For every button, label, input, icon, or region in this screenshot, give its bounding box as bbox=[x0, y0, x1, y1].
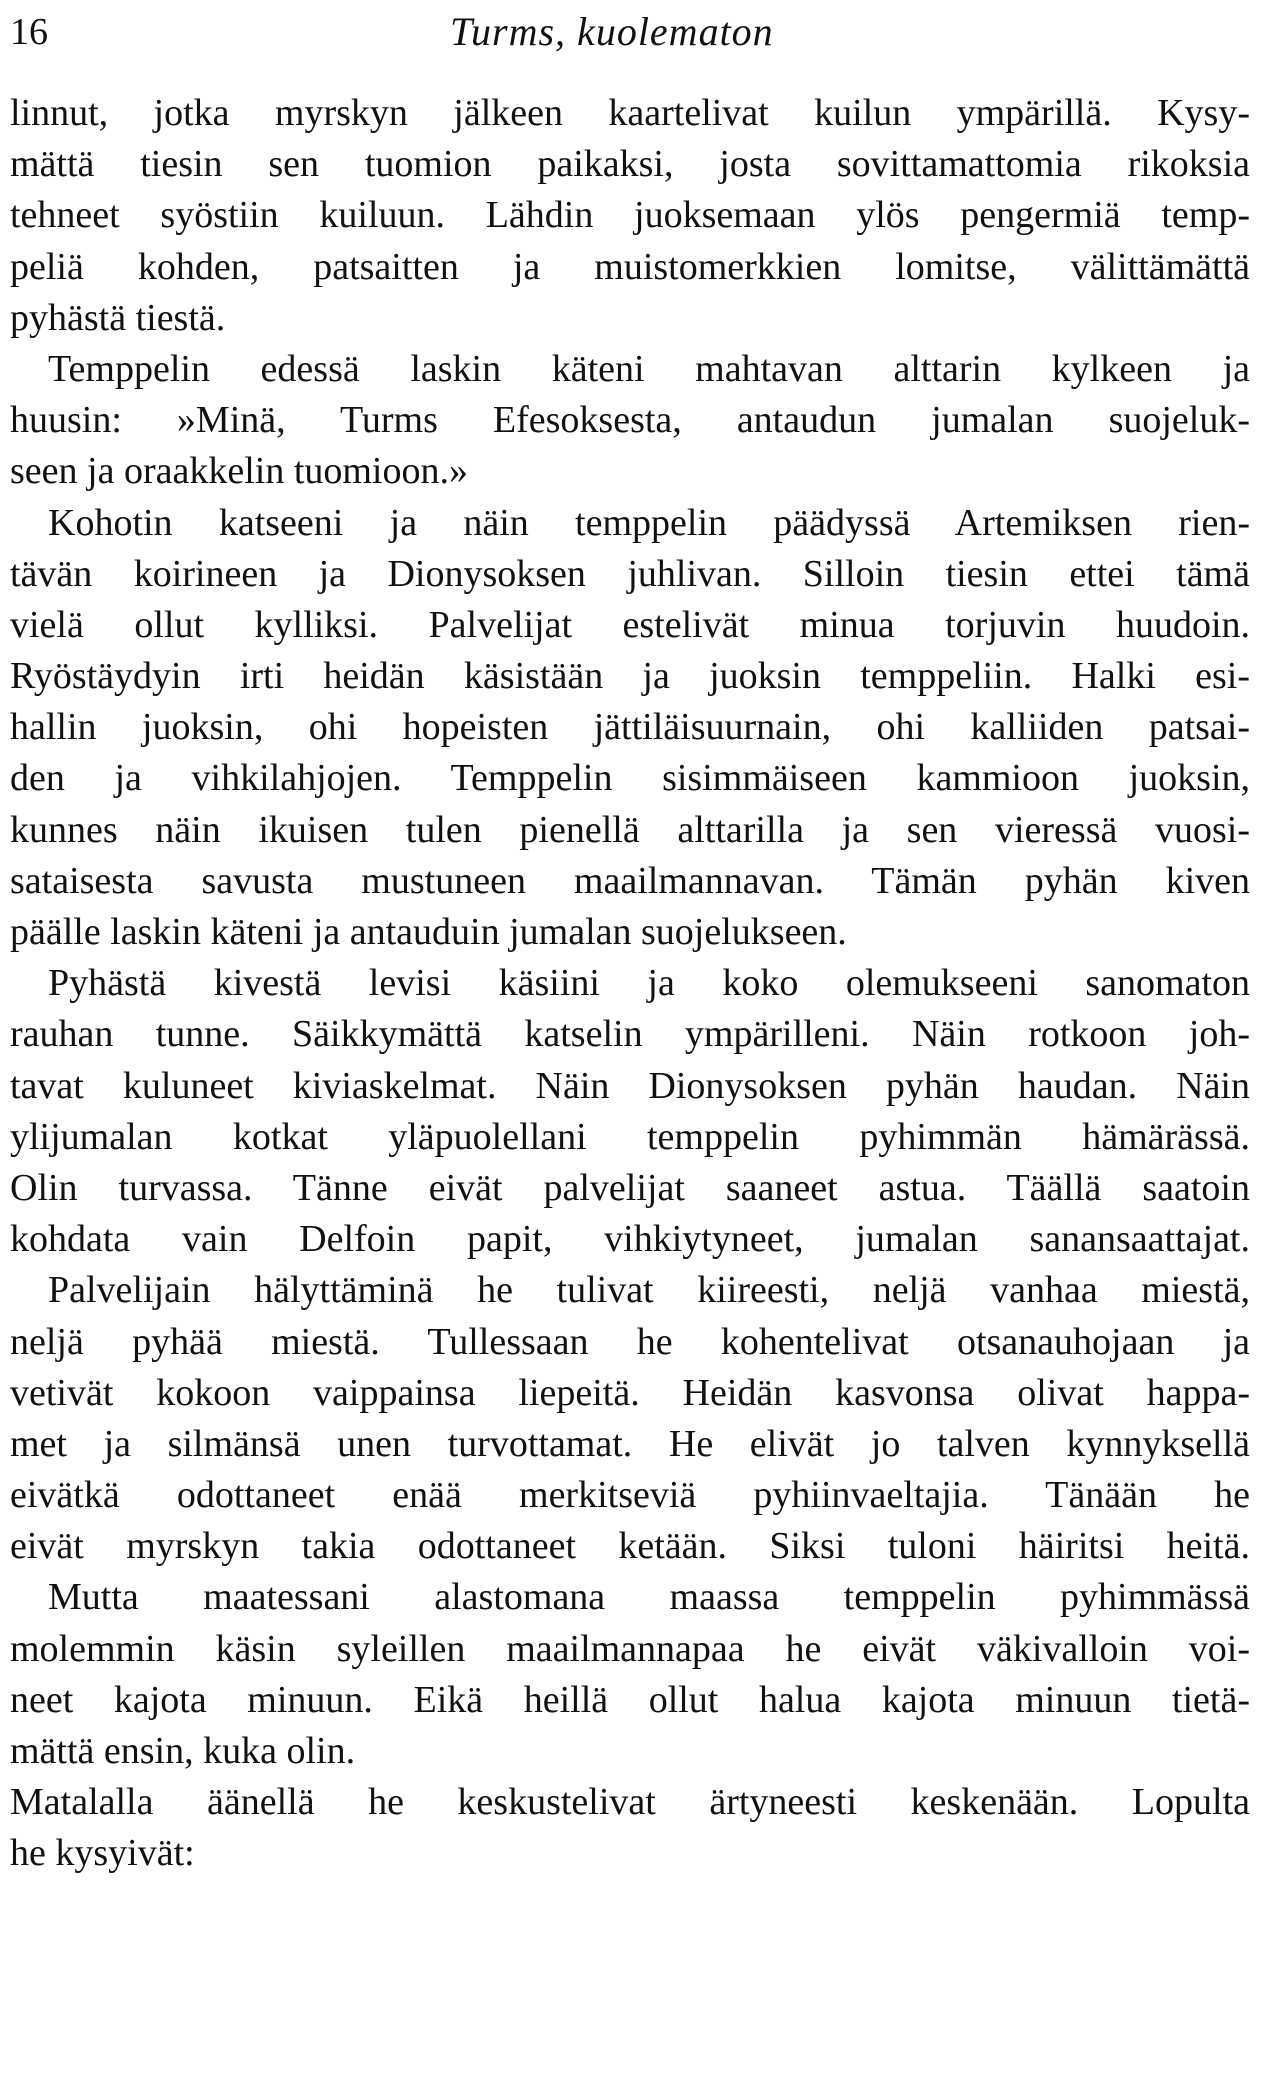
running-head bbox=[10, 8, 1250, 68]
text-line: molemmin käsin syleillen maailmannapaa he eivät väkivalloin voi- bbox=[10, 1627, 1250, 1670]
text-line: hallin juoksin, ohi hopeisten jättiläisuurnain, ohi kalliiden patsai- bbox=[10, 706, 1250, 749]
text-line: neljä pyhää miestä. Tullessaan he kohentelivat otsanauhojaan ja bbox=[10, 1320, 1250, 1363]
text-line: kunnes näin ikuisen tulen pienellä alttarilla ja sen vieressä vuosi- bbox=[10, 808, 1250, 851]
running-title: Turms, kuolematon bbox=[450, 9, 774, 54]
text-line: eivätkä odottaneet enää merkitseviä pyhiinvaeltajia. Tänään he bbox=[10, 1474, 1250, 1517]
text-line: mättä ensin, kuka olin. bbox=[10, 1730, 356, 1772]
text-line: rauhan tunne. Säikkymättä katselin ympärilleni. Näin rotkoon joh- bbox=[10, 1013, 1250, 1056]
text-line: päälle laskin käteni ja antauduin jumalan suojelukseen. bbox=[10, 911, 847, 953]
paragraph-start-line: Pyhästä kivestä levisi käsiini ja koko olemukseeni sanomaton bbox=[48, 962, 1250, 1005]
text-line: mättä tiesin sen tuomion paikaksi, josta sovittamattomia rikoksia bbox=[10, 143, 1250, 186]
text-line: sataisesta savusta mustuneen maailmannavan. Tämän pyhän kiven bbox=[10, 859, 1250, 902]
text-line: vetivät kokoon vaippainsa liepeitä. Heidän kasvonsa olivat happa- bbox=[10, 1371, 1250, 1414]
text-line: Olin turvassa. Tänne eivät palvelijat saaneet astua. Täällä saatoin bbox=[10, 1166, 1250, 1209]
text-line: seen ja oraakkelin tuomioon.» bbox=[10, 450, 468, 493]
text-line: peliä kohden, patsaitten ja muistomerkkien lomitse, välittämättä bbox=[10, 245, 1250, 288]
text-line: linnut, jotka myrskyn jälkeen kaartelivat kuilun ympärillä. Kysy- bbox=[10, 92, 1250, 134]
paragraph-start-line: Temppelin edessä laskin käteni mahtavan alttarin kylkeen ja bbox=[48, 347, 1250, 390]
text-line: vielä ollut kylliksi. Palvelijat estelivät minua torjuvin huudoin. bbox=[10, 603, 1250, 646]
paragraph-start-line: Mutta maatessani alastomana maassa temppelin pyhimmässä bbox=[48, 1576, 1250, 1619]
body-text bbox=[10, 88, 1250, 1880]
text-line: huusin: »Minä, Turms Efesoksesta, antaudun jumalan suojeluk- bbox=[10, 399, 1250, 442]
paragraph-start-line: Kohotin katseeni ja näin temppelin päädyssä Artemiksen rien- bbox=[48, 501, 1250, 544]
text-line: neet kajota minuun. Eikä heillä ollut halua kajota minuun tietä- bbox=[10, 1678, 1250, 1721]
text-line: Matalalla äänellä he keskustelivat ärtyneesti keskenään. Lopulta bbox=[10, 1781, 1250, 1824]
text-line: he kysyivät: bbox=[10, 1832, 195, 1875]
text-line: kohdata vain Delfoin papit, vihkiytyneet, jumalan sanansaattajat. bbox=[10, 1218, 1250, 1261]
text-line: tavat kuluneet kiviaskelmat. Näin Dionysoksen pyhän haudan. Näin bbox=[10, 1064, 1250, 1107]
paragraph-start-line: Palvelijain hälyttäminä he tulivat kiireesti, neljä vanhaa miestä, bbox=[48, 1269, 1250, 1312]
text-line: ylijumalan kotkat yläpuolellani temppelin pyhimmän hämärässä. bbox=[10, 1115, 1250, 1158]
text-line: met ja silmänsä unen turvottamat. He elivät jo talven kynnyksellä bbox=[10, 1422, 1250, 1465]
text-line: den ja vihkilahjojen. Temppelin sisimmäiseen kammioon juoksin, bbox=[10, 757, 1250, 800]
text-line: pyhästä tiestä. bbox=[10, 296, 226, 339]
text-line: Ryöstäydyin irti heidän käsistään ja juoksin temppeliin. Halki esi- bbox=[10, 655, 1250, 698]
text-line: tävän koirineen ja Dionysoksen juhlivan. Silloin tiesin ettei tämä bbox=[10, 552, 1250, 595]
text-line: eivät myrskyn takia odottaneet ketään. Siksi tuloni häiritsi heitä. bbox=[10, 1525, 1250, 1568]
text-line: tehneet syöstiin kuiluun. Lähdin juoksemaan ylös pengermiä temp- bbox=[10, 194, 1250, 237]
page-number: 16 bbox=[10, 11, 48, 53]
